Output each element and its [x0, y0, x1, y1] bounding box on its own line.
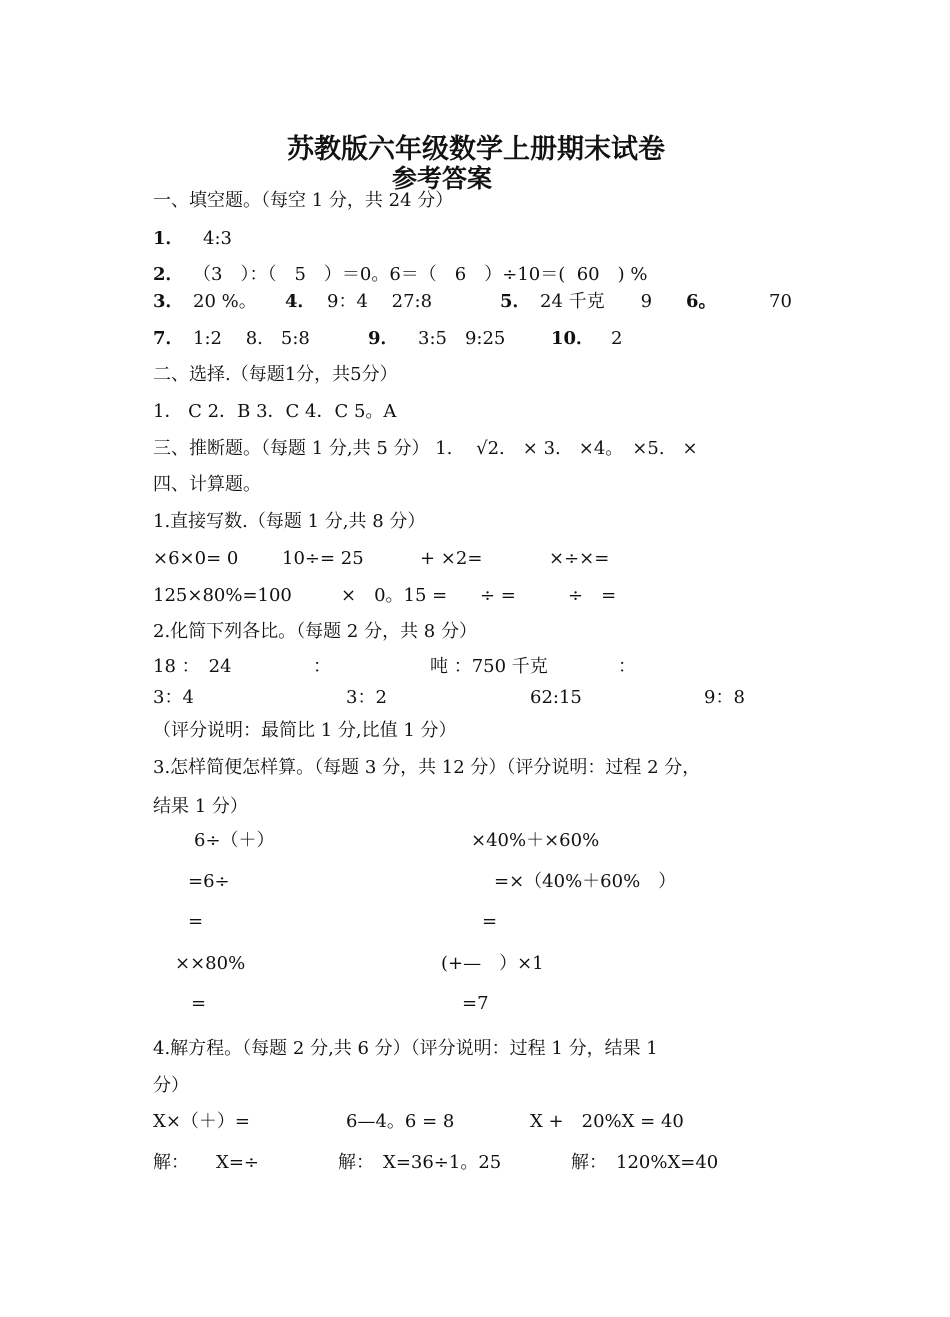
calc-item: + ×2= [420, 548, 483, 569]
q3-heading: 3.怎样简便怎样算。（每题 3 分，共 12 分）（评分说明：过程 2 分， [153, 757, 701, 778]
q4-heading: 4.解方程。（每题 2 分,共 6 分）（评分说明：过程 1 分，结果 1 [153, 1038, 658, 1059]
equation: X + 20%X = 40 [530, 1111, 684, 1132]
section-1-heading: 一、填空题。（每空 1 分，共 24 分） [153, 190, 454, 211]
calc-item: ×6×0= 0 [153, 548, 239, 569]
work-step: (+— ）×1 [441, 953, 544, 974]
solution-step: 解： X=36÷1。25 [338, 1152, 502, 1173]
ratio-item: ： [313, 656, 331, 677]
question-number: 3． [153, 291, 184, 312]
answer-text: 1:2 8. 5:8 [193, 328, 310, 349]
solution-step: 解： 120%X=40 [571, 1152, 719, 1173]
section-4-heading: 四、计算题。 [153, 474, 261, 495]
ratio-item: 吨 ：750 千克 [430, 656, 548, 677]
answer-text: 20 %。 [193, 291, 257, 312]
q4-heading-cont: 分） [153, 1075, 189, 1096]
question-number: 10． [551, 328, 595, 349]
calc-item: 125×80%=100 [153, 585, 292, 606]
answer-text: 9：4 27:8 [327, 291, 433, 312]
ratio-answer: 9：8 [704, 687, 745, 708]
q2-heading: 2.化简下列各比。（每题 2 分，共 8 分） [153, 621, 477, 642]
doc-subtitle: 参考答案 [392, 164, 493, 193]
solution-step: 解： X=÷ [153, 1152, 259, 1173]
answer-text: 70 [769, 291, 792, 312]
question-number: 9． [368, 328, 399, 349]
work-step: = [188, 911, 204, 932]
ratio-answer: 3：2 [346, 687, 387, 708]
answer-text: 3:5 9:25 [418, 328, 506, 349]
work-step: =6÷ [188, 871, 230, 892]
work-step: = [482, 911, 498, 932]
equation: 6—4。6 = 8 [346, 1111, 455, 1132]
section-2-answers: 1． C 2．B 3．C 4．C 5。A [153, 401, 397, 422]
ratio-item: 18 ： 24 [153, 656, 232, 677]
calc-item: × 0。15 = [341, 585, 448, 606]
question-number: 5． [500, 291, 531, 312]
answer-text: （3 ）：（ 5 ）＝0。6＝（ 6 ）÷10＝( 60 ) % [193, 264, 648, 285]
answer-text: 4:3 [203, 228, 232, 249]
answer-text: 2 [611, 328, 623, 349]
section-3-line: 三、推断题。（每题 1 分,共 5 分） 1. √2. × 3. ×4。 ×5. × [153, 438, 698, 459]
ratio-item: ： [618, 656, 636, 677]
ratio-answer: 3：4 [153, 687, 194, 708]
calc-item: 10÷= 25 [282, 548, 364, 569]
work-step: =×（40%＋60% ） [494, 871, 677, 892]
section-2-heading: 二、选择.（每题1分，共5分） [153, 364, 398, 385]
question-number: 4． [285, 291, 316, 312]
calc-item: ×÷×= [549, 548, 610, 569]
ratio-answer: 62:15 [530, 687, 582, 708]
work-step: =7 [462, 993, 489, 1014]
calc-item: ÷ = [480, 585, 516, 606]
work-step: = [191, 993, 207, 1014]
q1-heading: 1.直接写数.（每题 1 分,共 8 分） [153, 511, 426, 532]
q3-heading-cont: 结果 1 分） [153, 796, 248, 817]
work-step: ××80% [175, 953, 246, 974]
question-number: 6。 [686, 291, 717, 312]
question-number: 2． [153, 264, 184, 285]
q2-scoring-note: （评分说明：最简比 1 分,比值 1 分） [153, 720, 457, 741]
calc-item: ÷ = [568, 585, 617, 606]
work-step: 6÷（＋） [194, 830, 275, 851]
question-number: 1． [153, 228, 184, 249]
doc-title: 苏教版六年级数学上册期末试卷 [287, 134, 665, 165]
equation: X×（＋）= [153, 1111, 250, 1132]
answer-text: 24 千克 9 [540, 291, 653, 312]
question-number: 7． [153, 328, 184, 349]
work-step: ×40%＋×60% [471, 830, 600, 851]
